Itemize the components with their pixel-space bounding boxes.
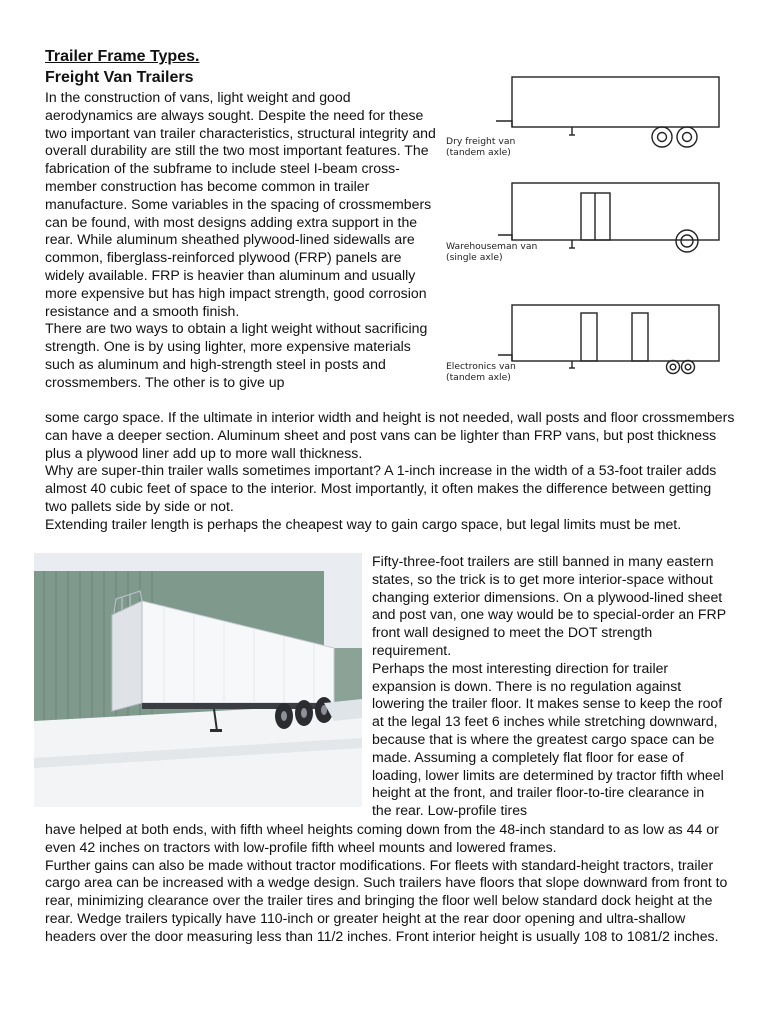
- paragraph-fifty-three-foot: Fifty-three-foot trailers are still banned in many eastern states, so the trick is to get more interior-space without changing exterior dimensions. On a plywood-lined sheet and post van, one way would be to special-order an FRP front wall designed to meet the DOT strength requirement.: [372, 553, 726, 658]
- van1-name-label: Dry freight van: [446, 136, 516, 147]
- paragraph-construction: In the construction of vans, light weight and good aerodynamics are always sought. Despite the need for these two important van trailer characteristics, structural integrity and overall durability are still the two most important features. The fabrication of the subframe to include steel I-beam cross-member construction has become common in trailer manufacture. Some variables in the spacing of crossmembers can be found, with most designs adding extra support in the rear. While aluminum sheathed plywood-lined sidewalls are common, fiberglass-reinforced plywood (FRP) panels are widely available. FRP is heavier than aluminum and usually more expensive but has high impact strength, good corrosion resistance and a smooth finish.: [45, 89, 436, 319]
- van3-name-label: Electronics van: [446, 361, 516, 372]
- van-types-diagram: [436, 55, 736, 385]
- paragraph-light-weight-start: There are two ways to obtain a light weight without sacrificing strength. One is by using lighter, more expensive materials such as aluminum and high-strength steel in posts and crossmembers. The other is to give up: [45, 320, 428, 390]
- page-heading: Trailer Frame Types.: [45, 48, 200, 65]
- paragraph-trailer-length: Extending trailer length is perhaps the cheapest way to gain cargo space, but legal limits must be met.: [45, 515, 682, 532]
- full-width-block-2: [45, 821, 735, 946]
- van1-axle-label: (tandem axle): [446, 147, 511, 158]
- van3-axle-label: (tandem axle): [446, 372, 511, 383]
- section-subheading: Freight Van Trailers: [45, 69, 194, 86]
- trailer-photo: [34, 553, 362, 807]
- electronics-van-drawing: [498, 305, 719, 374]
- paragraph-thin-walls: Why are super-thin trailer walls sometimes important? A 1-inch increase in the width of a 53-foot trailer adds almost 40 cubic feet of space to the interior. Most importantly, it often makes the difference between getting two pallets side by side or not.: [45, 462, 717, 514]
- dry-freight-van-drawing: [496, 77, 719, 147]
- van2-axle-label: (single axle): [446, 252, 503, 263]
- full-width-block-1: [45, 409, 735, 534]
- paragraph-expansion-down-continued: have helped at both ends, with fifth wheel heights coming down from the 48-inch standard to as low as 44 or even 42 inches on tractors with low-profile fifth wheel mounts and lowered frames.: [45, 821, 719, 855]
- van2-name-label: Warehouseman van: [446, 241, 538, 252]
- paragraph-expansion-down: Perhaps the most interesting direction for trailer expansion is down. There is no regulation against lowering the trailer floor. It makes sense to keep the roof at the legal 13 feet 6 inches while stretching downward, because that is where the greatest cargo space can be made. Assuming a completely flat floor for ease of loading, lower limits are determined by tractor fifth wheel height at the front, and trailer floor-to-tire clearance in the rear. Low-profile tires: [372, 659, 724, 819]
- photo-side-column: [372, 553, 727, 820]
- intro-column: [45, 89, 437, 392]
- paragraph-light-weight-continued: some cargo space. If the ultimate in interior width and height is not needed, wall posts and floor crossmembers can have a deeper section. Aluminum sheet and post vans can be lighter than FRP vans, but post thickness plus a plywood liner add up to more wall thickness.: [45, 409, 735, 461]
- paragraph-wedge-design: Further gains can also be made without tractor modifications. For fleets with standard-height tractors, trailer cargo area can be increased with a wedge design. Such trailers have floors that slope downward from front to rear, minimizing clearance over the trailer tires and bringing the floor well below standard dock height at the rear. Wedge trailers typically have 110-inch or greater height at the rear door opening and ultra-shallow headers over the door measuring less than 11/2 inches. Front interior height is usually 108 to 1081/2 inches.: [45, 856, 728, 944]
